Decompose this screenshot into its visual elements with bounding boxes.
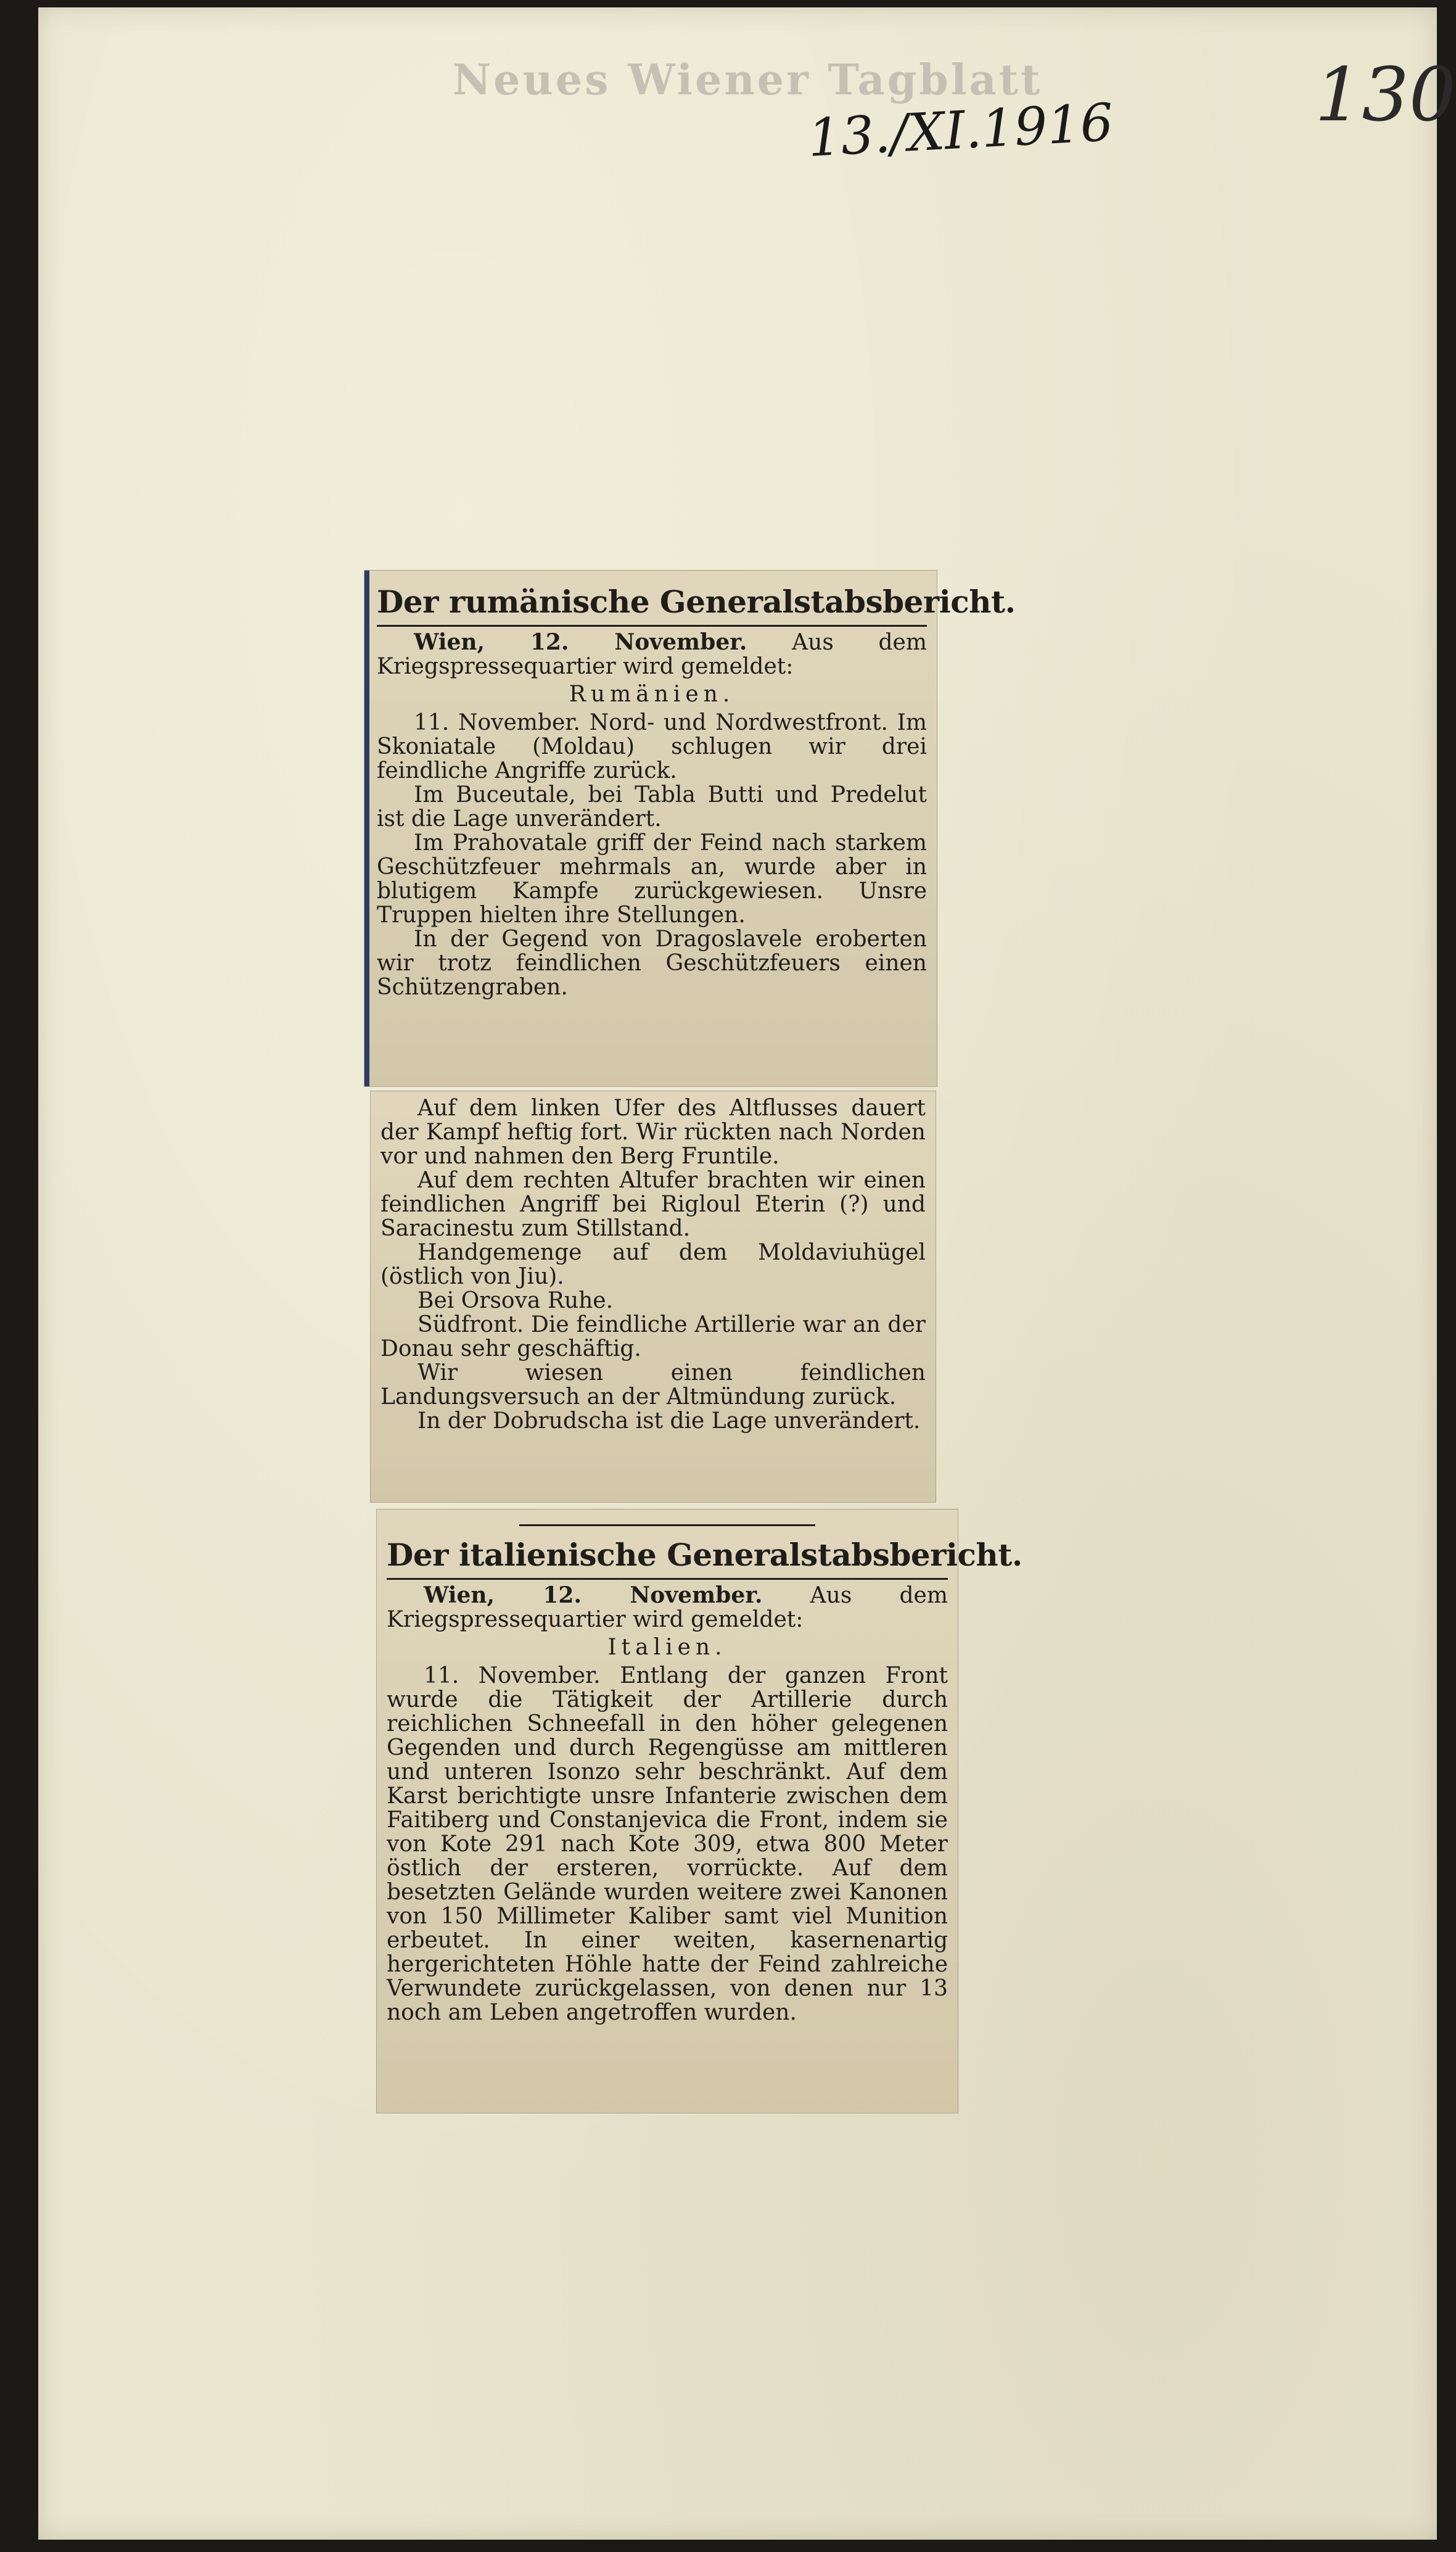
- paragraph: Südfront. Die feindliche Artillerie war an der Donau sehr geschäftig.: [380, 1312, 926, 1361]
- lead-romania-text: Aus dem Kriegspressequartier wird gemeldet:: [377, 630, 927, 679]
- clipping-italy: [376, 1509, 1022, 2113]
- paragraph: Auf dem linken Ufer des Altflusses dauert der Kampf heftig fort. Wir rückten nach Norden vor und nahmen den Berg Fruntile.: [380, 1096, 926, 1169]
- lead-romania: [377, 630, 927, 679]
- paragraph: 11. November. Entlang der ganzen Front wurde die Tätigkeit der Artillerie durch reichlichen Schneefall in den höher gelegenen Gegenden und durch Regengüsse am mittleren und unteren Isonzo sehr beschränkt. Auf dem Karst berichtigte unsre Infanterie zwischen dem Faitiberg und Constanjevica die Front, indem sie von Kote 291 nach Kote 309, etwa 800 Meter östlich der ersteren, vorrückte. Auf dem besetzten Gelände wurden weitere zwei Kanonen von 150 Millimeter Kaliber samt viel Munition erbeutet. In einer weiten, kasernenartig hergerichteten Höhle hatte der Feind zahlreiche Verwundete zurückgelassen, von denen nur 13 noch am Leben angetroffen wurden.: [387, 1663, 948, 2025]
- paragraph: Im Prahovatale griff der Feind nach starkem Geschützfeuer mehrmals an, wurde aber in blutigem Kampfe zurückgewiesen. Unsre Truppen hielten ihre Stellungen.: [377, 830, 927, 928]
- clipping-romania-top: [364, 570, 1016, 1087]
- headline-italy: Der italienische Generalstabsbericht.: [387, 1535, 948, 1580]
- separator-rule: [519, 1524, 815, 1526]
- paragraph: Handgemenge auf dem Moldaviuhügel (östlich von Jiu).: [380, 1240, 926, 1289]
- paragraph: Wir wiesen einen feindlichen Landungsversuch an der Altmündung zurück.: [380, 1360, 926, 1410]
- headline-romania: Der rumänische Generalstabsbericht.: [377, 582, 927, 627]
- paragraph: In der Gegend von Dragoslavele eroberten wir trotz feindlichen Geschützfeuers einen Schützengraben.: [377, 927, 927, 1000]
- page-number: 130: [1315, 52, 1456, 138]
- paragraph: Im Buceutale, bei Tabla Butti und Predelut ist die Lage unverändert.: [377, 782, 927, 832]
- dateline-romania: Wien, 12. November.: [414, 629, 747, 655]
- dateline-italy: Wien, 12. November.: [424, 1582, 763, 1608]
- lead-italy-text: Aus dem Kriegspressequartier wird gemeldet:: [387, 1583, 948, 1632]
- paragraph: 11. November. Nord- und Nordwestfront. Im Skoniatale (Moldau) schlugen wir drei feindliche Angriffe zurück.: [377, 710, 927, 783]
- paragraph: Auf dem rechten Altufer brachten wir einen feindlichen Angriff bei Rigloul Eterin (?) und Saracinestu zum Stillstand.: [380, 1168, 926, 1241]
- section-romania: Rumänien.: [569, 682, 735, 707]
- newspaper-stamp: Neues Wiener Tagblatt: [453, 56, 1043, 105]
- clipping-edge-mark: [364, 571, 369, 1086]
- handwritten-date: 13./XI.1916: [806, 92, 1115, 168]
- section-italy: Italien.: [607, 1635, 727, 1660]
- clipping-romania-continued: [370, 1091, 936, 1503]
- paragraph: In der Dobrudscha ist die Lage unverändert.: [417, 1408, 921, 1434]
- paragraph: Bei Orsova Ruhe.: [417, 1288, 614, 1313]
- lead-italy: [387, 1584, 948, 1632]
